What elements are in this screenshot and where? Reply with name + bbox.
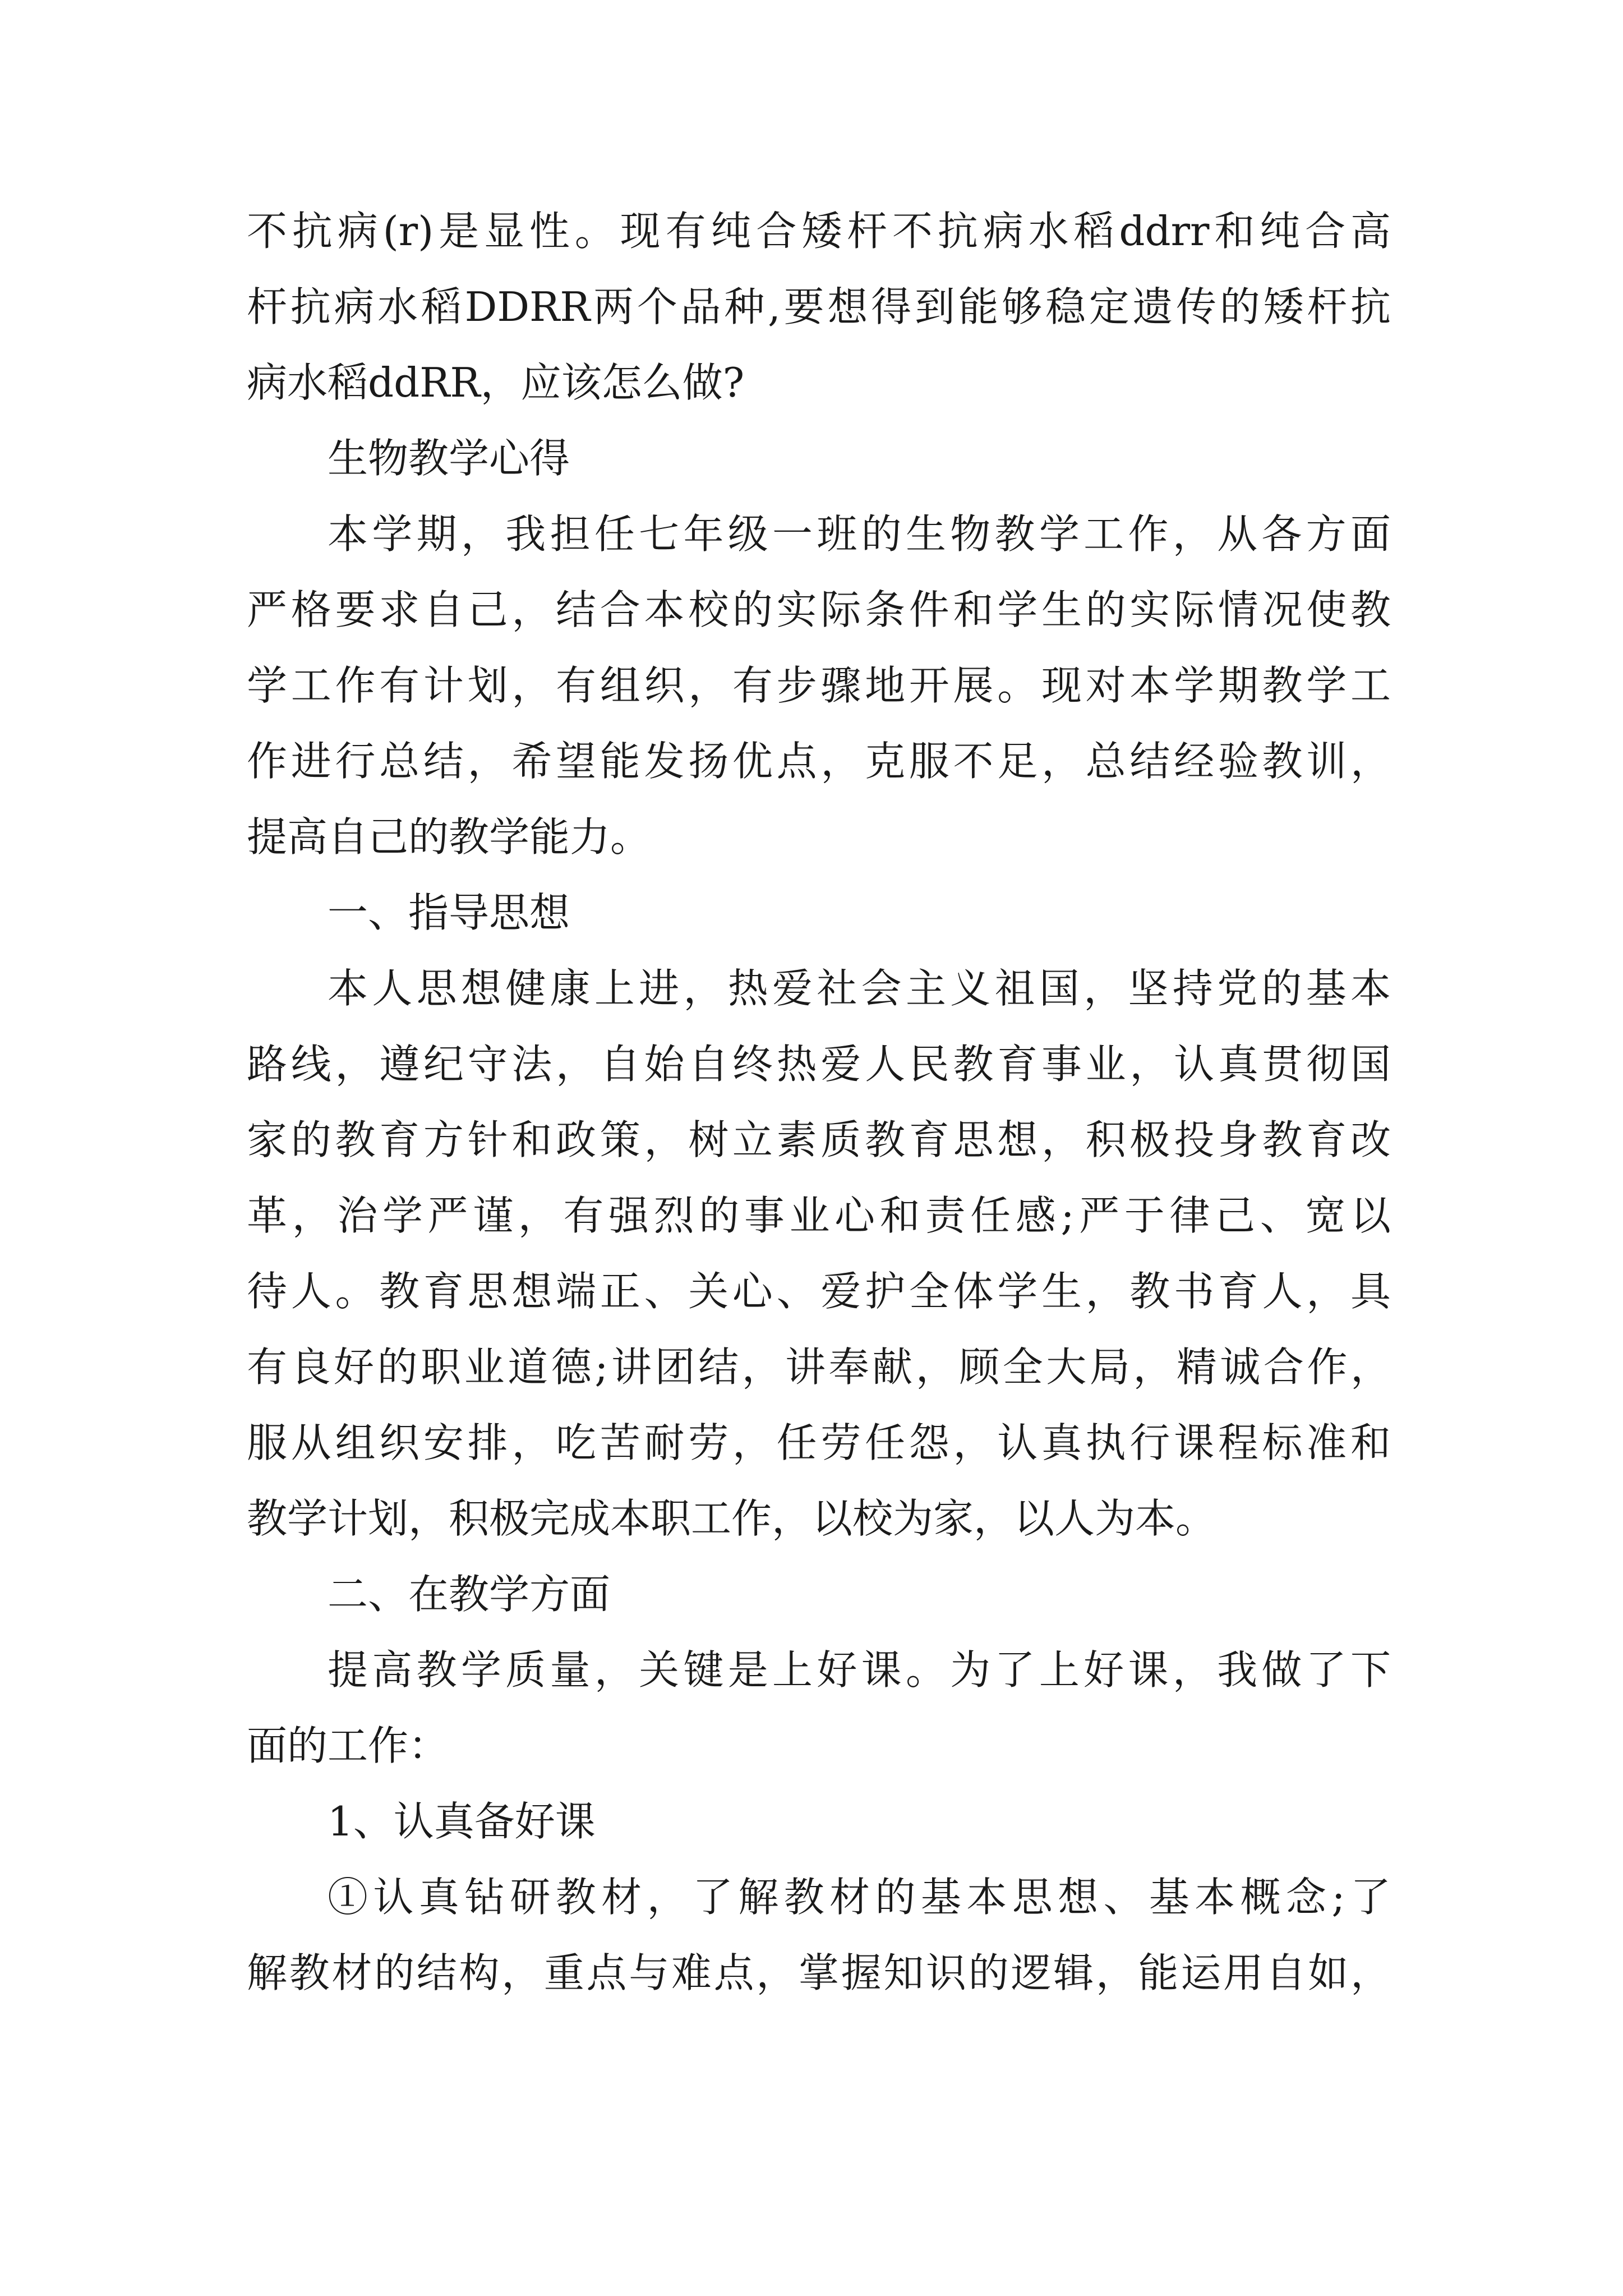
text-line: 病水稻ddRR，应该怎么做? (247, 359, 745, 406)
text-line: 作进行总结，希望能发扬优点，克服不足，总结经验教训， (247, 738, 1391, 785)
text-line: 本人思想健康上进，热爱社会主义祖国，坚持党的基本 (328, 965, 1391, 1012)
text-line: 生物教学心得 (328, 435, 570, 482)
text-line: 面的工作： (247, 1722, 449, 1769)
text-line: 家的教育方针和政策，树立素质教育思想，积极投身教育改 (247, 1116, 1391, 1163)
text-line: 严格要求自己，结合本校的实际条件和学生的实际情况使教 (247, 586, 1391, 633)
text-line: 不抗病(r)是显性。现有纯合矮杆不抗病水稻ddrr和纯合高 (247, 208, 1391, 255)
text-line: 教学计划，积极完成本职工作，以校为家，以人为本。 (247, 1495, 1216, 1542)
text-line: 革，治学严谨，有强烈的事业心和责任感;严于律己、宽以 (247, 1192, 1391, 1239)
text-line: 提高教学质量，关键是上好课。为了上好课，我做了下 (328, 1646, 1391, 1694)
text-line: 服从组织安排，吃苦耐劳，任劳任怨，认真执行课程标准和 (247, 1419, 1391, 1466)
text-line: 本学期，我担任七年级一班的生物教学工作，从各方面 (328, 510, 1391, 558)
text-line: 路线，遵纪守法，自始自终热爱人民教育事业，认真贯彻国 (247, 1041, 1391, 1088)
text-line: 二、在教学方面 (328, 1571, 611, 1618)
text-line: 杆抗病水稻DDRR两个品种,要想得到能够稳定遗传的矮杆抗 (247, 283, 1391, 330)
text-line: 有良好的职业道德;讲团结，讲奉献，顾全大局，精诚合作， (247, 1343, 1391, 1391)
document-body (247, 194, 1391, 2011)
text-line: 解教材的结构，重点与难点，掌握知识的逻辑，能运用自如， (247, 1949, 1391, 1996)
text-line: ①认真钻研教材，了解教材的基本思想、基本概念;了 (328, 1874, 1391, 1921)
text-line: 学工作有计划，有组织，有步骤地开展。现对本学期教学工 (247, 662, 1391, 709)
text-line: 提高自己的教学能力。 (247, 813, 651, 861)
text-line: 1、认真备好课 (328, 1798, 596, 1845)
text-line: 一、指导思想 (328, 889, 570, 936)
text-line: 待人。教育思想端正、关心、爱护全体学生，教书育人，具 (247, 1268, 1391, 1315)
